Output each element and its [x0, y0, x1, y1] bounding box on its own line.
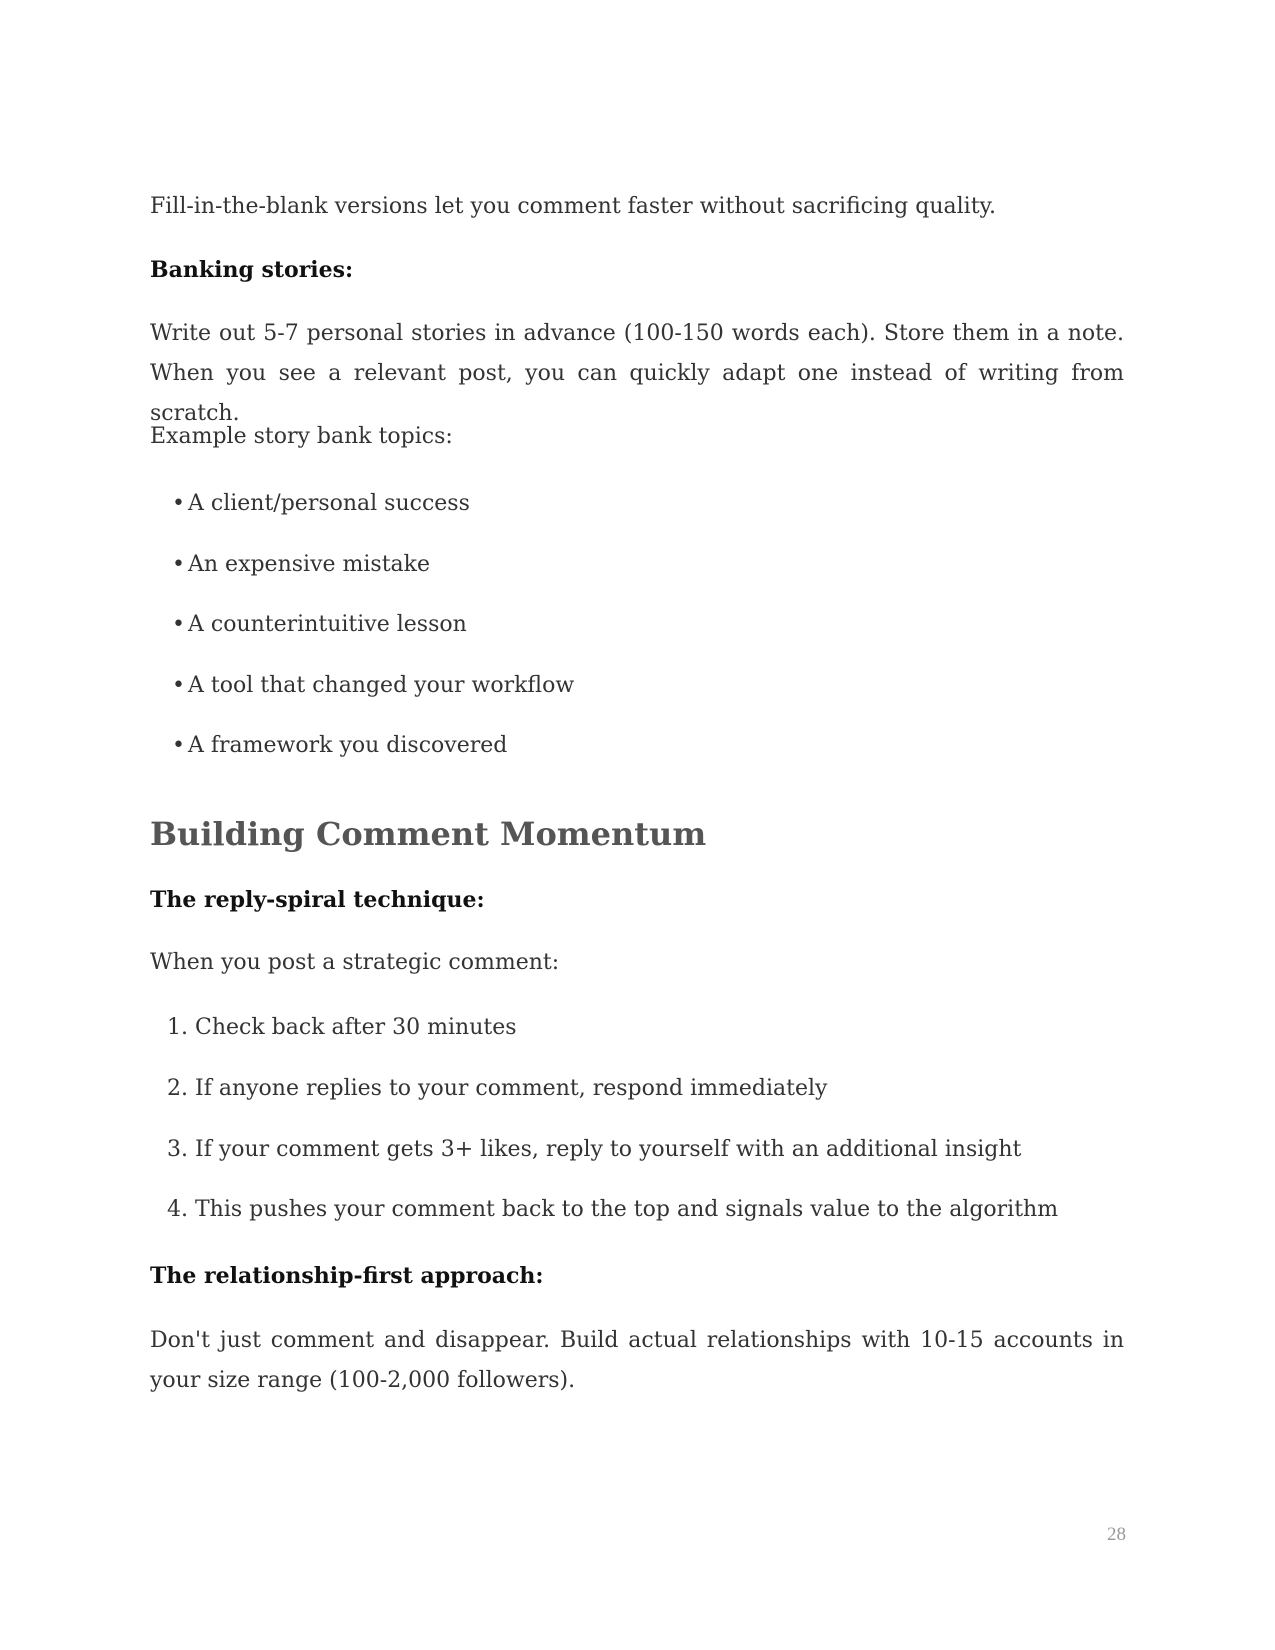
list-item: 1. Check back after 30 minutes	[150, 1013, 517, 1043]
reply-spiral-intro: When you post a strategic comment:	[150, 950, 560, 975]
list-item: • An expensive mistake	[172, 550, 430, 580]
bullet-icon: •	[172, 673, 185, 698]
page-number: 28	[1107, 1524, 1126, 1545]
bullet-icon: •	[172, 491, 185, 516]
reply-spiral-heading: The reply-spiral technique:	[150, 887, 485, 913]
banking-stories-paragraph: Write out 5-7 personal stories in advance (100-150 words each). Store them in a note. When you see a relevant post, you can quickly adapt one instead of writing from scratch.	[150, 321, 1124, 426]
list-item: 4. This pushes your comment back to the top and signals value to the algorithm	[150, 1195, 1058, 1225]
intro-paragraph: Fill-in-the-blank versions let you comment faster without sacrificing quality.	[150, 194, 997, 219]
list-item: • A client/personal success	[172, 489, 470, 519]
list-item: 3. If your comment gets 3+ likes, reply to yourself with an additional insight	[150, 1135, 1021, 1165]
bullet-icon: •	[172, 612, 185, 637]
bullet-icon: •	[172, 552, 185, 577]
list-item: • A counterintuitive lesson	[172, 610, 467, 640]
step-number: 2.	[167, 1076, 188, 1101]
relationship-first-heading: The relationship-first approach:	[150, 1263, 544, 1289]
banking-stories-heading: Banking stories:	[150, 257, 354, 283]
list-item: • A framework you discovered	[172, 731, 507, 761]
section-title: Building Comment Momentum	[150, 815, 707, 853]
step-number: 1.	[167, 1015, 188, 1040]
list-item: 2. If anyone replies to your comment, respond immediately	[150, 1074, 827, 1104]
list-item: • A tool that changed your workflow	[172, 671, 574, 701]
step-number: 3.	[167, 1137, 188, 1162]
relationship-first-paragraph: Don't just comment and disappear. Build actual relationships with 10-15 accounts in your size range (100-2,000 followers).	[150, 1328, 1124, 1393]
story-topics-intro: Example story bank topics:	[150, 424, 453, 449]
bullet-icon: •	[172, 733, 185, 758]
step-number: 4.	[167, 1197, 188, 1222]
